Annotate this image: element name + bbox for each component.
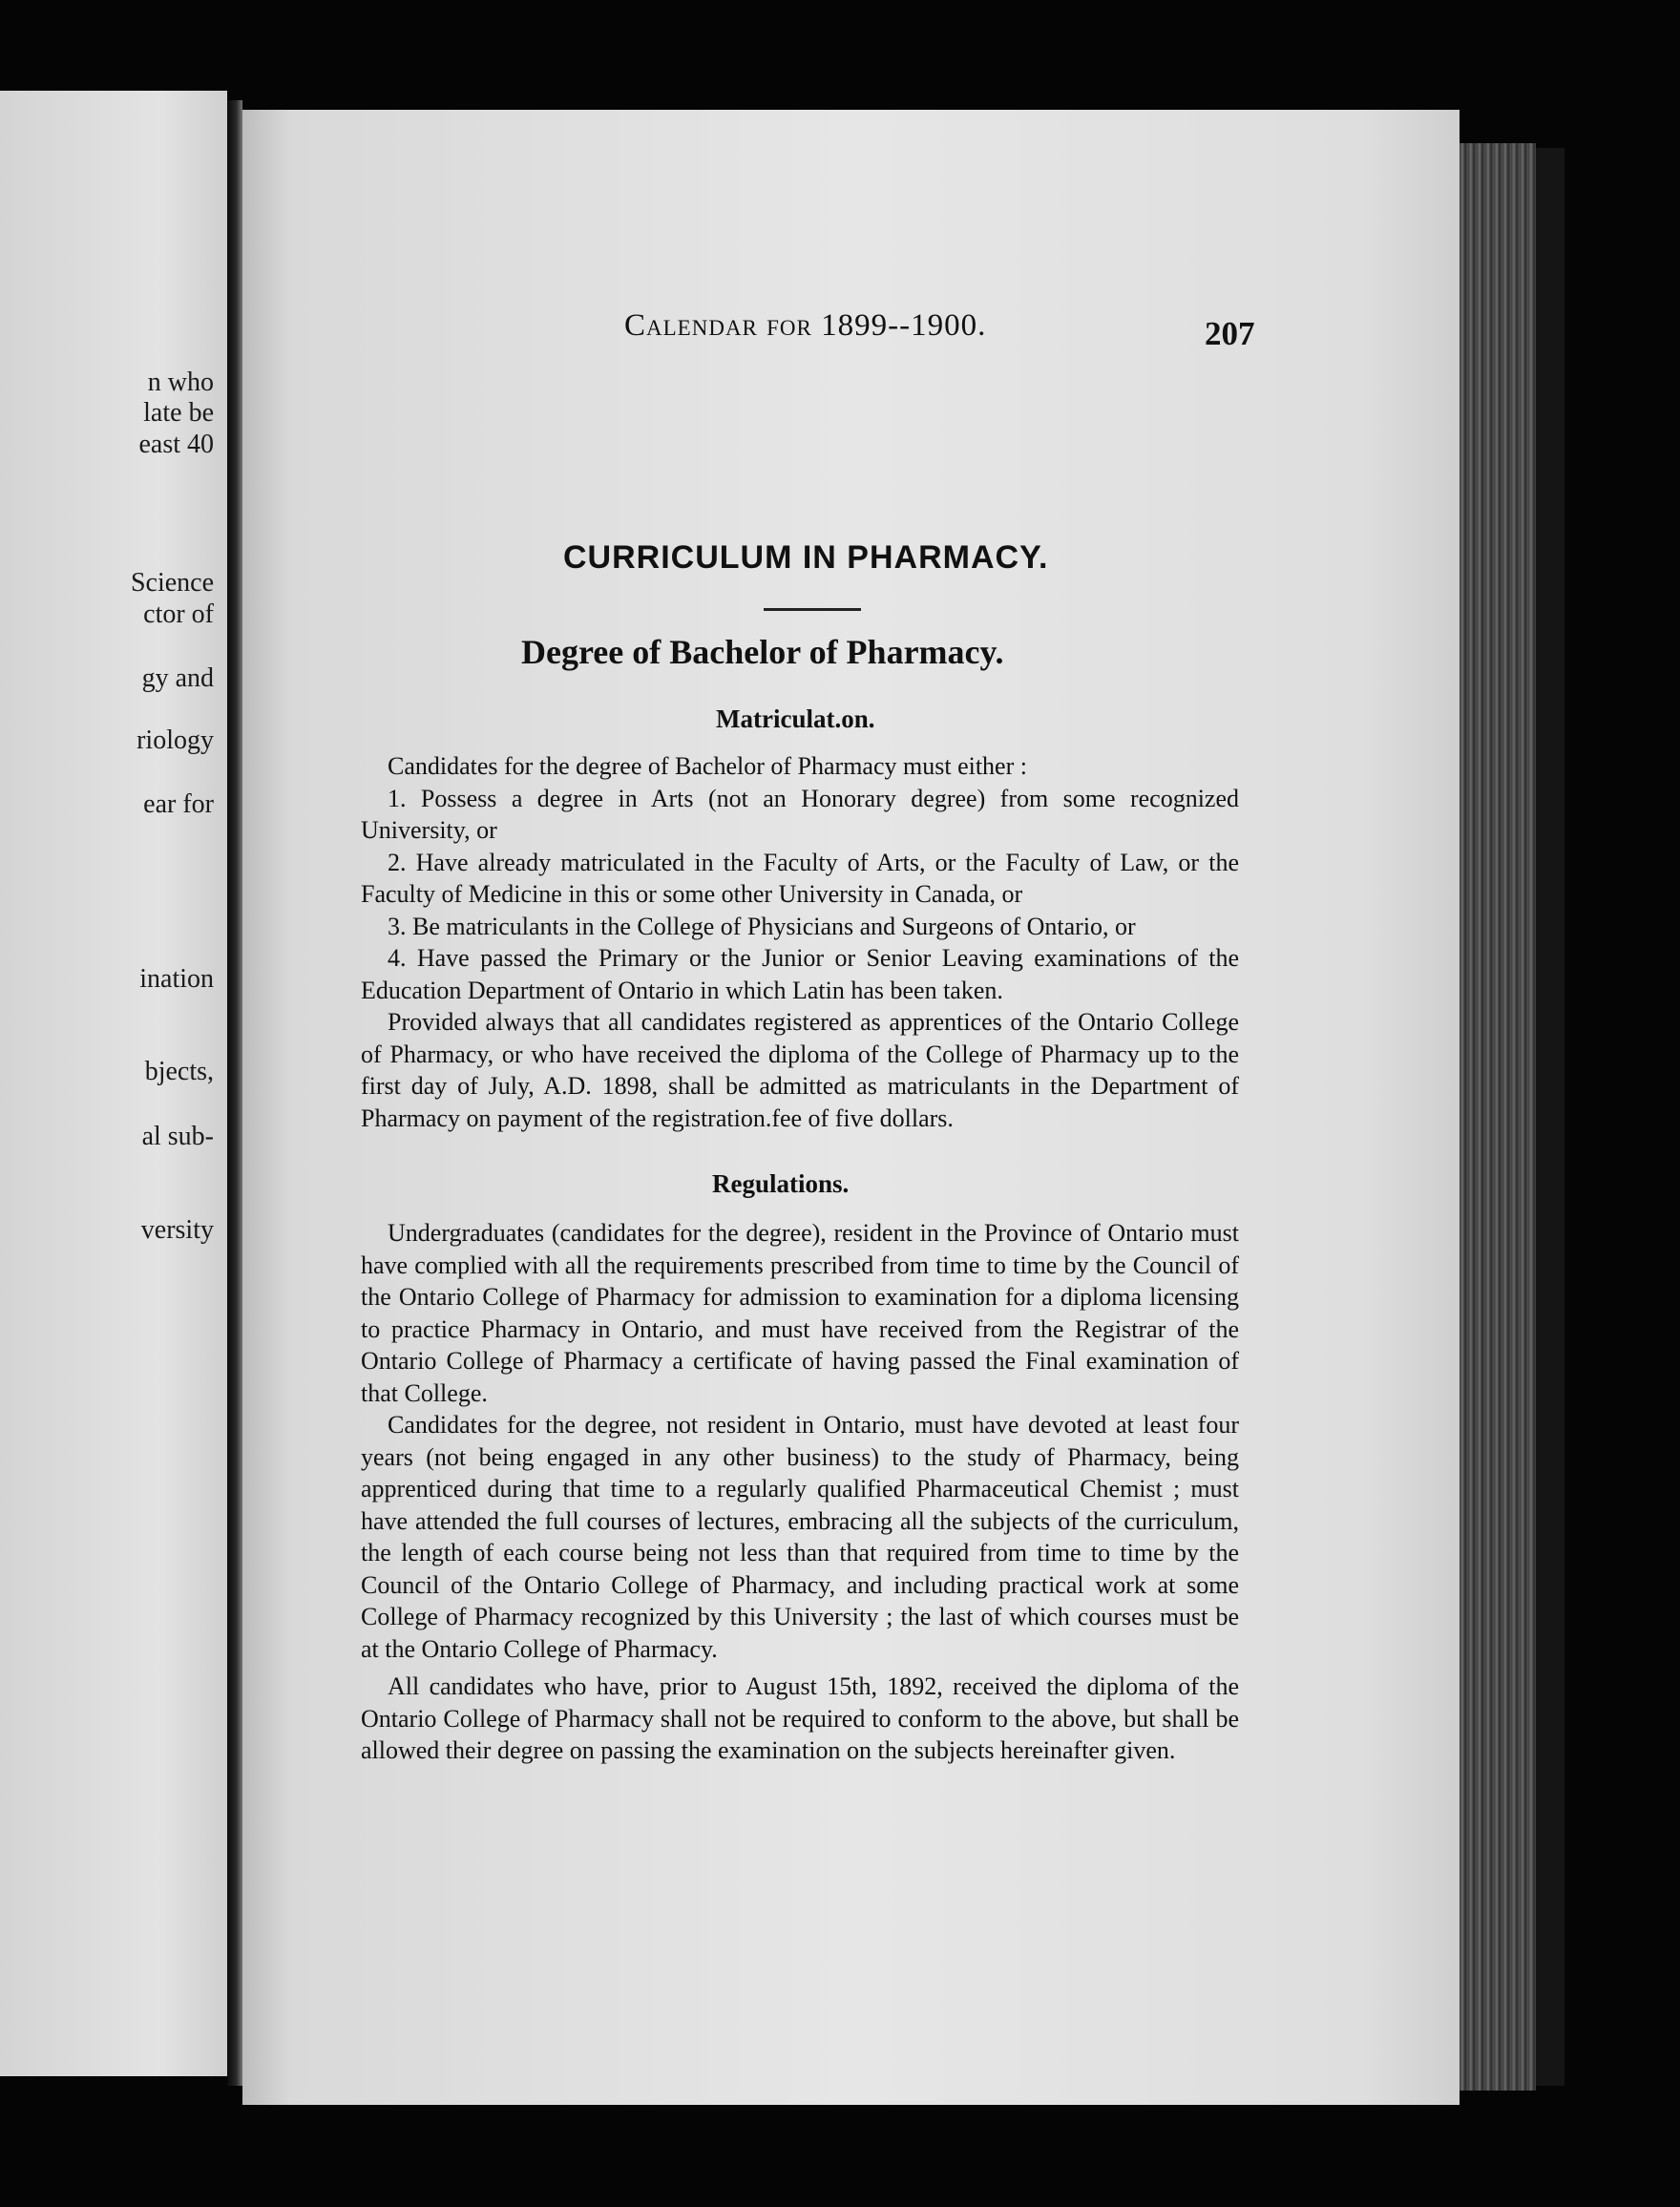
regulations-paragraph: All candidates who have, prior to August 15th, 1892, received the diploma of the Ontario College of Pharmacy shall not be required to conform to the above, but shall be allowed their degree on passing the examination on the subjects hereinafter given.	[361, 1672, 1239, 1764]
left-page-fragment: versity	[140, 1215, 214, 1245]
regulations-paragraph: Undergraduates (candidates for the degree), resident in the Province of Ontario must have complied with all the requirements prescribed from time to time by the Council of the Ontario College of Pharmacy for admission to examination for a diploma licensing to practice Pharmacy in Ontario, and must have received from the Registrar of the Ontario College of Pharmacy a certificate of having passed the Final examination of that College.	[361, 1219, 1239, 1407]
degree-title: Degree of Bachelor of Pharmacy.	[521, 633, 1004, 671]
left-page-fragment: riology	[136, 725, 214, 755]
left-page-fragment: gy and	[141, 663, 214, 693]
left-page-fragment: al sub-	[141, 1122, 214, 1151]
matriculation-intro: Candidates for the degree of Bachelor of Pharmacy must either :	[388, 752, 1027, 780]
left-page-fragment: n who	[147, 368, 214, 397]
left-page-fragment: ear for	[143, 789, 214, 819]
running-head: Calendar for 1899--1900.	[624, 308, 987, 343]
page-number: 207	[1205, 315, 1255, 352]
book-gutter	[227, 100, 242, 2086]
left-page-fragment: Science	[130, 568, 214, 598]
left-page	[0, 91, 227, 2076]
left-page-fragment: ctor of	[143, 599, 214, 629]
matriculation-item: 4. Have passed the Primary or the Junior or Senior Leaving examinations of the Education Department of Ontario in which Latin has been taken.	[361, 944, 1239, 1004]
matriculation-item: 3. Be matriculants in the College of Physicians and Surgeons of Ontario, or	[388, 912, 1136, 940]
page-edges	[1460, 143, 1536, 2091]
left-page-fragment: ination	[139, 964, 214, 994]
title-rule	[764, 608, 861, 611]
left-page-fragment: late be	[143, 398, 214, 428]
curriculum-title: CURRICULUM IN PHARMACY.	[563, 539, 1049, 576]
matriculation-item: 1. Possess a degree in Arts (not an Honorary degree) from some recognized University, or	[361, 784, 1239, 844]
matriculation-section	[361, 750, 1239, 1134]
left-page-fragment: bjects,	[144, 1057, 214, 1086]
matriculation-heading: Matriculat.on.	[716, 704, 875, 733]
regulations-section	[361, 1217, 1239, 1767]
regulations-heading: Regulations.	[712, 1169, 850, 1198]
matriculation-item: 2. Have already matriculated in the Faculty of Arts, or the Faculty of Law, or the Faculty of Medicine in this or some other University in Canada, or	[361, 848, 1239, 908]
regulations-paragraph: Candidates for the degree, not resident in Ontario, must have devoted at least four years (not being engaged in any other business) to the study of Pharmacy, being apprenticed during that time to a regularly qualified Pharmaceutical Chemist ; must have attended the full courses of lectures, embracing all the subjects of the curriculum, the length of each course being not less than that required from time to time by the Council of the Ontario College of Pharmacy, and including practical work at some College of Pharmacy recognized by this University ; the last of which courses must be at the Ontario College of Pharmacy.	[361, 1411, 1239, 1663]
matriculation-proviso: Provided always that all candidates registered as apprentices of the Ontario College of Pharmacy, or who have received the diploma of the College of Pharmacy up to the first day of July, A.D. 1898, shall be admitted as matriculants in the Department of Pharmacy on payment of the registration.fee of five dollars.	[361, 1008, 1239, 1132]
page-shadow	[1536, 148, 1564, 2086]
left-page-fragment: east 40	[138, 430, 214, 459]
